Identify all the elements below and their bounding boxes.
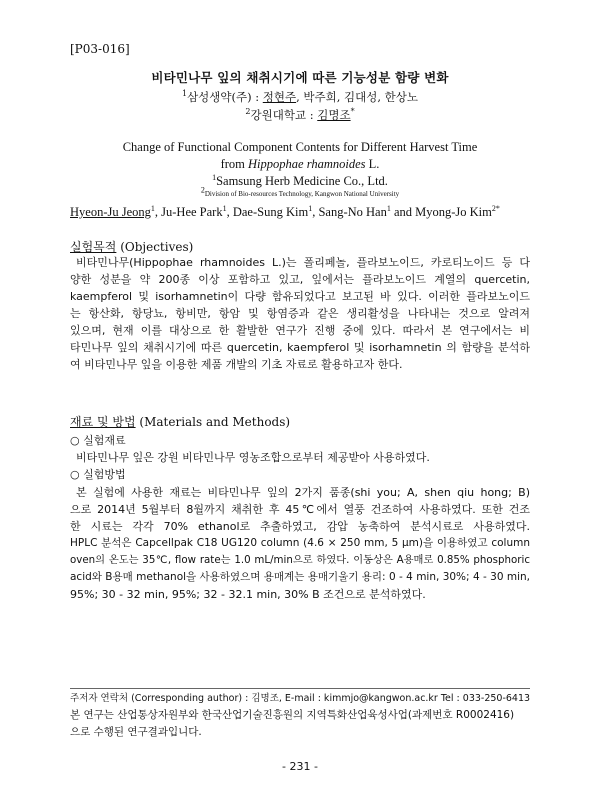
english-first-author: Hyeon-Ju Jeong xyxy=(70,205,151,219)
objectives-line-5: 있으며, 현재 이를 대상으로 한 활발한 연구가 진행 중에 있다. 따라서 본 연구에서는 비 xyxy=(70,324,530,337)
korean-title: 비타민나무 잎의 채취시기에 따른 기능성분 함량 변화 xyxy=(151,70,449,85)
objectives-line-2: 양한 성분을 약 200종 이상 포함하고 있고, 잎에서는 플라보노이드 계열의 quercetin, xyxy=(70,273,530,286)
english-title-line2: from Hippophae rhamnoides L. xyxy=(220,157,380,171)
methods-line-6: acid와 B용매 methanol을 사용하였으며 용매계는 용매기울기 용리: 0 - 4 min, 30%; 4 - 30 min, xyxy=(70,571,530,583)
english-authors: Hyeon-Ju Jeong$^1$, Ju-Hee Park$^1$, Dae-Sung Kim$^1$, Sang-No Han$^1$ and Myong-Jo Kim$^{2*}$ xyxy=(70,203,500,219)
objectives-paragraph xyxy=(70,254,530,373)
objectives-line-6: 타민나무 잎의 채취시기에 따른 quercetin, kaempferol 및 isorhamnetin 의 함량을 분석하 xyxy=(70,341,530,354)
korean-authors: $^1$삼성생약(주) : 정현주, 박주희, 김대성, 한상노 xyxy=(181,89,419,104)
english-title-line1: Change of Functional Component Contents for Different Harvest Time xyxy=(122,140,478,154)
objectives-line-1: 비타민나무(Hippophae rhamnoides L.)는 폴리페놀, 플라보노이드, 카로티노이드 등 다 xyxy=(76,256,530,269)
methods-line-1: 본 실험에 사용한 재료는 비타민나무 잎의 2가지 품종(shi you; A, shen qiu hong; B) xyxy=(76,486,530,499)
objectives-line-3: kaempferol 및 isorhamnetin이 다량 함유되었다고 보고된 바 있다. 이러한 플라보노이드 xyxy=(70,290,530,303)
methods-paragraph xyxy=(70,484,530,603)
objectives-heading: 실험목적 (Objectives) xyxy=(70,240,194,254)
methods-line-4: HPLC 분석은 Capcellpak C18 UG120 column (4.6 × 250 mm, 5 μm)을 이용하였고 column xyxy=(70,537,530,549)
footnote-funding-2: 으로 수행된 연구결과입니다. xyxy=(70,726,202,738)
methods-line-7: 95%; 30 - 32 min, 95%; 32 - 32.1 min, 30% B 조건으로 분석하였다. xyxy=(70,588,426,601)
materials-paragraph xyxy=(70,449,530,466)
methods-heading: 재료 및 방법 (Materials and Methods) xyxy=(70,415,291,429)
methods-line-3: 한 시료는 각각 70% ethanol로 추출하였고, 감압 농축하여 분석시료로 사용하였다. xyxy=(70,520,530,533)
english-affiliation-1: $^1$Samsung Herb Medicine Co., Ltd. xyxy=(212,172,388,188)
korean-affiliation-2: $^2$강원대학교 : 김명조* xyxy=(245,107,355,122)
korean-first-author: 정현주 xyxy=(262,90,297,104)
footnote-contact: 주저자 연락처 (Corresponding author) : 김명조, E-mail : kimmjo@kangwon.ac.kr Tel : 033-250-6413 xyxy=(70,693,531,704)
materials-line-1: 비타민나무 잎은 강원 비타민나무 영농조합으로부터 제공받아 사용하였다. xyxy=(76,451,430,464)
footnote-funding-1: 본 연구는 산업통상자원부와 한국산업기술진흥원의 지역특화산업육성사업(과제번호 R0002416) xyxy=(70,709,515,721)
footnote-divider xyxy=(70,688,530,689)
footnote xyxy=(70,690,530,741)
korean-corresponding-author: 김명조 xyxy=(317,108,351,122)
sup-1: 1 xyxy=(181,89,188,99)
english-affiliation-2: $^2$Division of Bio-resources Technology, Kangwon National University xyxy=(200,185,400,198)
page-number: - 231 - xyxy=(282,760,318,773)
methods-subheading: ○ 실험방법 xyxy=(70,468,126,481)
objectives-line-4: 는 항산화, 항당뇨, 항비만, 항암 및 항염증과 같은 생리활성을 나타내는 것으로 알려져 xyxy=(70,307,530,320)
abstract-code: [P03-016] xyxy=(70,42,130,56)
materials-subheading: ○ 실험재료 xyxy=(70,434,126,447)
methods-line-2: 으로 2014년 5월부터 8월까지 채취한 후 45℃에서 열풍 건조하여 사용하였다. 또한 건조 xyxy=(70,503,530,516)
methods-line-5: oven의 온도는 35℃, flow rate는 1.0 mL/min으로 하였다. 이동상은 A용매로 0.85% phosphoric xyxy=(70,554,530,566)
objectives-line-7: 여 비타민나무 잎을 이용한 제품 개발의 기초 자료로 활용하고자 한다. xyxy=(70,358,403,371)
